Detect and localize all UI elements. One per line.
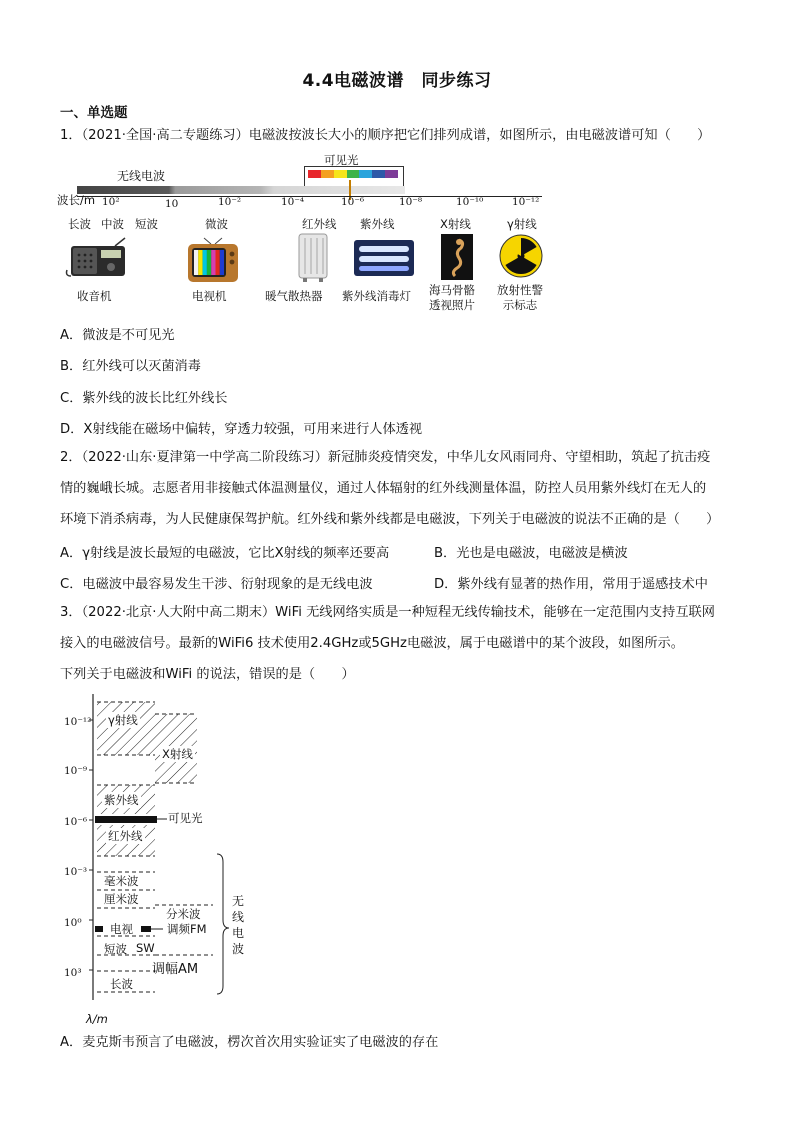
- q3-spectrum-figure: [55, 690, 285, 1030]
- q2-stem-line-2: 情的巍峨长城。志愿者用非接触式体温测量仪，通过人体辐射的红外线测量体温，防控人员用紫外线灯在无人的: [60, 481, 707, 496]
- visible-color-segment: [359, 170, 372, 178]
- device-caption: 电视机: [192, 289, 227, 303]
- band-am-label: 调幅AM: [152, 962, 199, 977]
- q1-option-d[interactable]: D．X射线能在磁场中偏转，穿透力较强，可用来进行人体透视: [60, 422, 423, 437]
- radiator-icon: [295, 232, 331, 284]
- y-tick-label: 10⁻⁶: [64, 816, 88, 828]
- spectrum-band: [77, 186, 405, 194]
- visible-color-segment: [372, 170, 385, 178]
- tick-label: 10⁻¹²: [512, 196, 540, 208]
- visible-color-segment: [385, 170, 398, 178]
- gamma-band: [97, 702, 155, 755]
- band-sw-label: SW: [136, 941, 155, 955]
- tick-label: 10⁻⁶: [341, 196, 365, 208]
- q3-stem-line-3: 下列关于电磁波和WiFi 的说法，错误的是（ ）: [60, 667, 355, 682]
- q1-stem: 1．（2021·全国·高二专题练习）电磁波按波长大小的顺序把它们排列成谱，如图所示，由电磁波谱可知（ ）: [60, 128, 711, 143]
- q2-option-c[interactable]: C．电磁波中最容易发生干涉、衍射现象的是无线电波: [60, 577, 373, 592]
- band-label: 红外线: [302, 217, 337, 231]
- q1-option-c[interactable]: C．紫外线的波长比红外线长: [60, 391, 228, 406]
- lambda-axis-label: λ/m: [86, 1012, 108, 1026]
- band-millimeter-label: 毫米波: [104, 874, 139, 888]
- band-label: 微波: [205, 217, 228, 231]
- band-infrared-label: 红外线: [108, 829, 143, 843]
- band-label: 中波: [101, 217, 124, 231]
- q2-option-a[interactable]: A．γ射线是波长最短的电磁波，它比X射线的频率还要高: [60, 546, 390, 561]
- q1-spectrum-figure: [55, 150, 555, 320]
- band-shortwave-label: 短波: [104, 942, 127, 956]
- section-heading: 一、单选题: [60, 105, 128, 121]
- visible-color-segment: [308, 170, 321, 178]
- visible-light-bar: [308, 170, 398, 178]
- band-fm-label: 调频FM: [167, 922, 207, 936]
- wavelength-axis-label: 波长/m: [57, 193, 96, 207]
- q1-option-a[interactable]: A．微波是不可见光: [60, 328, 175, 343]
- device-caption: 收音机: [77, 289, 112, 303]
- device-caption: 放射性警 示标志: [497, 283, 543, 312]
- band-label: 长波: [68, 217, 91, 231]
- radio-icon: [65, 236, 129, 282]
- device-caption: 紫外线消毒灯: [342, 289, 411, 303]
- q1-option-b[interactable]: B．红外线可以灭菌消毒: [60, 359, 201, 374]
- visible-light-label: 可见光: [324, 153, 359, 167]
- band-uv-label: 紫外线: [104, 793, 139, 807]
- band-centimeter-label: 厘米波: [104, 892, 139, 906]
- uv-lamp-icon: [351, 236, 417, 280]
- band-decimeter-label: 分米波: [166, 907, 201, 921]
- q2-option-d[interactable]: D．紫外线有显著的热作用，常用于遥感技术中: [434, 577, 708, 592]
- q3-stem-line-1: 3．（2022·北京·人大附中高二期末）WiFi 无线网络实质是一种短程无线传输技术，能够在一定范围内支持互联网: [60, 605, 715, 620]
- q2-stem-line-3: 环境下消杀病毒，为人民健康保驾护航。红外线和紫外线都是电磁波，下列关于电磁波的说法不正确的是（ ）: [60, 512, 720, 527]
- tick-label: 10⁻²: [218, 196, 242, 208]
- tick-label: 10⁻¹⁰: [456, 196, 484, 208]
- radiation-warning-icon: [499, 234, 543, 278]
- y-tick-label: 10⁻³: [64, 866, 88, 878]
- tick-label: 10⁻⁴: [281, 196, 305, 208]
- radio-wave-label: 无线电波: [117, 169, 166, 183]
- band-longwave-label: 长波: [110, 977, 133, 991]
- band-visible-label: 可见光: [168, 811, 203, 825]
- band-label: X射线: [440, 217, 471, 231]
- band-gamma-label: γ射线: [108, 713, 138, 727]
- tick-label: 10⁻⁸: [399, 196, 423, 208]
- y-tick-label: 10³: [64, 967, 82, 979]
- visible-color-segment: [334, 170, 347, 178]
- device-caption: 海马骨骼 透视照片: [429, 283, 475, 312]
- y-tick-label: 10⁻⁹: [64, 765, 88, 777]
- y-tick-label: 10⁻¹²: [64, 716, 92, 728]
- visible-color-segment: [321, 170, 334, 178]
- band-xray-label: X射线: [162, 747, 193, 761]
- seahorse-xray-icon: [441, 234, 473, 280]
- visible-band: [95, 816, 157, 823]
- q2-stem-line-1: 2．（2022·山东·夏津第一中学高二阶段练习）新冠肺炎疫情突发，中华儿女风雨同舟、守望相助，筑起了抗击疫: [60, 450, 711, 465]
- tick-label: 10²: [102, 196, 120, 208]
- visible-color-segment: [347, 170, 360, 178]
- tick-label: 10: [165, 198, 179, 210]
- band-label: 紫外线: [360, 217, 395, 231]
- radio-wave-group-label: 无 线 电 波: [231, 894, 244, 956]
- device-caption: 暖气散热器: [265, 289, 323, 303]
- q3-stem-line-2: 接入的电磁波信号。最新的WiFi6 技术使用2.4GHz或5GHz电磁波，属于电磁谱中的某个波段，如图所示。: [60, 636, 684, 651]
- television-icon: [186, 236, 240, 284]
- band-tv-label: 电视: [110, 922, 133, 936]
- band-label: γ射线: [507, 217, 537, 231]
- q3-option-a[interactable]: A．麦克斯韦预言了电磁波，楞次首次用实验证实了电磁波的存在: [60, 1035, 439, 1050]
- band-label: 短波: [135, 217, 158, 231]
- page-title: 4.4电磁波谱 同步练习: [302, 71, 492, 91]
- q2-option-b[interactable]: B．光也是电磁波，电磁波是横波: [434, 546, 628, 561]
- y-tick-label: 10⁰: [64, 917, 82, 929]
